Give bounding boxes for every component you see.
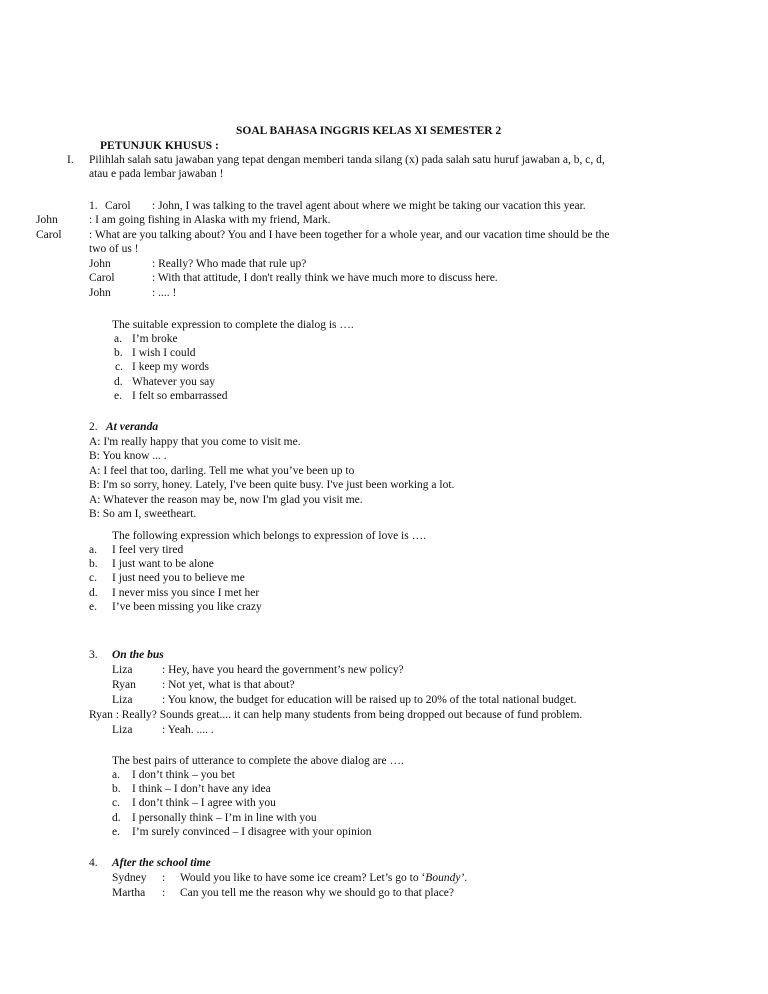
speaker-name: John bbox=[89, 287, 111, 299]
dialog-line: : John, I was talking to the travel agent about where we might be taking our vacation this year. bbox=[152, 200, 586, 212]
option-text: I don’t think – you bet bbox=[132, 769, 235, 781]
question-prompt: The suitable expression to complete the dialog is …. bbox=[112, 319, 354, 331]
dialog-line: A: Whatever the reason may be, now I'm glad you visit me. bbox=[89, 494, 363, 506]
speaker-name: Liza bbox=[112, 724, 133, 736]
dialog-line: : Really? Who made that rule up? bbox=[152, 258, 307, 270]
dialog-line: B: You know ... . bbox=[89, 450, 167, 462]
option-letter: d. bbox=[89, 587, 98, 599]
dialog-colon: : bbox=[162, 887, 166, 899]
option-letter: c. bbox=[112, 797, 120, 809]
option-text: Whatever you say bbox=[132, 376, 216, 388]
speaker-name: Sydney bbox=[112, 872, 147, 884]
dialog-line: two of us ! bbox=[89, 243, 139, 255]
dialog-text: Would you like to have some ice cream? Let’s go to ‘ bbox=[180, 872, 426, 884]
dialog-line bbox=[180, 871, 467, 885]
option-letter: a. bbox=[89, 544, 97, 556]
speaker-name: John bbox=[36, 214, 58, 226]
option-text: I felt so embarrassed bbox=[132, 390, 228, 402]
dialog-line: : Hey, have you heard the government’s new policy? bbox=[162, 664, 404, 676]
question-number: 4. bbox=[89, 857, 98, 869]
option-text: I never miss you since I met her bbox=[112, 587, 260, 599]
question-setting: On the bus bbox=[112, 649, 164, 661]
dialog-line: B: So am I, sweetheart. bbox=[89, 508, 197, 520]
speaker-name: Carol bbox=[89, 272, 115, 284]
speaker-name: Liza bbox=[112, 694, 133, 706]
option-text: I just want to be alone bbox=[112, 558, 214, 570]
question-number: 3. bbox=[89, 649, 98, 661]
dialog-line: : What are you talking about? You and I have been together for a whole year, and our vacation time should be the bbox=[89, 229, 610, 241]
dialog-tail: . bbox=[464, 872, 468, 884]
speaker-name: John bbox=[89, 258, 111, 270]
question-number: 1. bbox=[89, 200, 98, 212]
option-text: I don’t think – I agree with you bbox=[132, 797, 276, 809]
instruction-line: Pilihlah salah satu jawaban yang tepat dengan memberi tanda silang (x) pada salah satu huruf jawaban a, b, c, d, bbox=[89, 154, 605, 166]
option-letter: e. bbox=[112, 826, 120, 838]
dialog-line: A: I feel that too, darling. Tell me what you’ve been up to bbox=[89, 465, 355, 477]
dialog-line: : You know, the budget for education will be raised up to 20% of the total national budget. bbox=[162, 694, 577, 706]
question-setting: At veranda bbox=[106, 421, 159, 433]
option-text: I’m surely convinced – I disagree with your opinion bbox=[132, 826, 372, 838]
dialog-line: Can you tell me the reason why we should go to that place? bbox=[180, 887, 455, 899]
question-number: 2. bbox=[89, 421, 98, 433]
option-text: I’m broke bbox=[132, 333, 178, 345]
option-letter: b. bbox=[89, 558, 98, 570]
speaker-name: Carol bbox=[105, 200, 131, 212]
option-letter: a. bbox=[112, 769, 120, 781]
option-letter: c. bbox=[115, 361, 123, 373]
instructions-heading: PETUNJUK KHUSUS : bbox=[100, 140, 219, 152]
option-letter: b. bbox=[112, 783, 121, 795]
section-numeral: I. bbox=[67, 154, 74, 166]
speaker-name: Carol bbox=[36, 229, 62, 241]
option-letter: c. bbox=[89, 572, 97, 584]
option-letter: e. bbox=[89, 601, 97, 613]
option-text: I feel very tired bbox=[112, 544, 184, 556]
dialog-line: : I am going fishing in Alaska with my friend, Mark. bbox=[89, 214, 331, 226]
dialog-line: : .... ! bbox=[152, 287, 177, 299]
instruction-line: atau e pada lembar jawaban ! bbox=[89, 168, 224, 180]
dialog-line: A: I'm really happy that you come to visit me. bbox=[89, 436, 301, 448]
option-text: I think – I don’t have any idea bbox=[132, 783, 271, 795]
option-text: I’ve been missing you like crazy bbox=[112, 601, 262, 613]
page-title: SOAL BAHASA INGGRIS KELAS XI SEMESTER 2 bbox=[236, 125, 502, 137]
option-letter: d. bbox=[114, 376, 123, 388]
brand-name: Boundy’ bbox=[425, 872, 465, 884]
speaker-name: Ryan bbox=[112, 679, 136, 691]
option-letter: d. bbox=[112, 812, 121, 824]
option-text: I keep my words bbox=[132, 361, 209, 373]
option-text: I just need you to believe me bbox=[112, 572, 245, 584]
option-text: I wish I could bbox=[132, 347, 196, 359]
dialog-line: : Not yet, what is that about? bbox=[162, 679, 295, 691]
speaker-name: Martha bbox=[112, 887, 146, 899]
question-setting: After the school time bbox=[112, 857, 211, 869]
option-letter: b. bbox=[114, 347, 123, 359]
dialog-line: B: I'm so sorry, honey. Lately, I've been quite busy. I've just been working a lot. bbox=[89, 479, 455, 491]
dialog-colon: : bbox=[162, 872, 166, 884]
option-letter: e. bbox=[114, 390, 122, 402]
option-text: I personally think – I’m in line with you bbox=[132, 812, 317, 824]
dialog-line: : With that attitude, I don't really think we have much more to discuss here. bbox=[152, 272, 498, 284]
option-letter: a. bbox=[114, 333, 122, 345]
question-prompt: The following expression which belongs to expression of love is …. bbox=[112, 530, 426, 542]
dialog-line: Ryan : Really? Sounds great.... it can help many students from being dropped out because of fund problem. bbox=[89, 709, 583, 721]
dialog-line: : Yeah. .... . bbox=[162, 724, 214, 736]
speaker-name: Liza bbox=[112, 664, 133, 676]
question-prompt: The best pairs of utterance to complete the above dialog are …. bbox=[112, 755, 404, 767]
